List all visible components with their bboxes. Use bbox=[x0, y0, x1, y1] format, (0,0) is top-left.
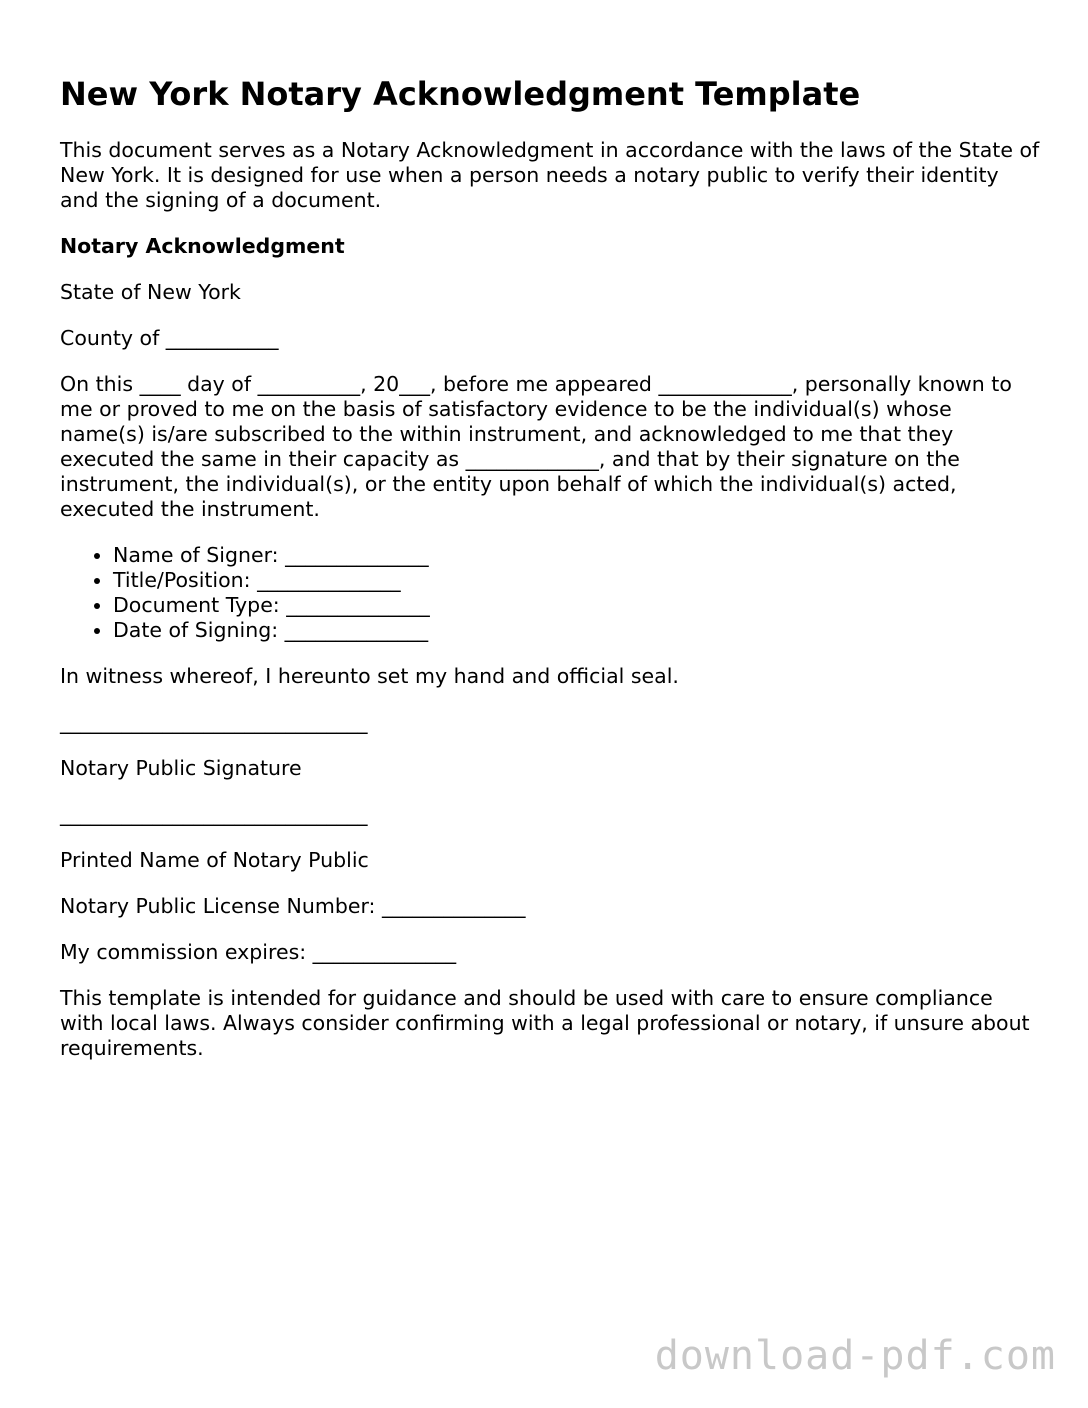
list-item-name-of-signer: • Name of Signer: ______________ bbox=[113, 543, 1040, 568]
list-item-document-type: • Document Type: ______________ bbox=[113, 593, 1040, 618]
page-title: New York Notary Acknowledgment Template bbox=[60, 75, 861, 113]
commission-expires-line: My commission expires: ______________ bbox=[60, 940, 457, 964]
document-page bbox=[60, 72, 1040, 1082]
state-line: State of New York bbox=[60, 280, 241, 304]
signature-label: Notary Public Signature bbox=[60, 756, 302, 780]
signature-blank-line: ______________________________ bbox=[60, 710, 368, 734]
intro-paragraph: This document serves as a Notary Acknowledgment in accordance with the laws of the State of New York. It is designed for use when a person needs a notary public to verify their identity and the signing of a document. bbox=[60, 138, 1040, 212]
license-number-line: Notary Public License Number: ______________ bbox=[60, 894, 526, 918]
section-heading: Notary Acknowledgment bbox=[60, 234, 345, 258]
watermark: download-pdf.com bbox=[654, 1333, 1056, 1379]
county-line: County of ___________ bbox=[60, 326, 279, 350]
printed-name-label: Printed Name of Notary Public bbox=[60, 848, 369, 872]
acknowledgment-body: On this ____ day of __________, 20___, before me appeared _____________, personally known to me or proved to me on the basis of satisfactory evidence to be the individual(s) whose name(s) is/are subscribed to the within instrument, and acknowledged to me that they executed the same in their capacity as _____________, and that by their signature on the instrument, the individual(s), or the entity upon behalf of which the individual(s) acted, executed the instrument. bbox=[60, 372, 1012, 521]
closing-note: This template is intended for guidance and should be used with care to ensure compliance with local laws. Always consider confirming with a legal professional or notary, if unsure about requirements. bbox=[60, 986, 1030, 1060]
witness-line: In witness whereof, I hereunto set my hand and official seal. bbox=[60, 664, 679, 688]
signer-fields-list bbox=[60, 543, 1040, 643]
printed-name-blank-line: ______________________________ bbox=[60, 802, 368, 826]
list-item-date-of-signing: • Date of Signing: ______________ bbox=[113, 618, 1040, 643]
list-item-title-position: • Title/Position: ______________ bbox=[113, 568, 1040, 593]
